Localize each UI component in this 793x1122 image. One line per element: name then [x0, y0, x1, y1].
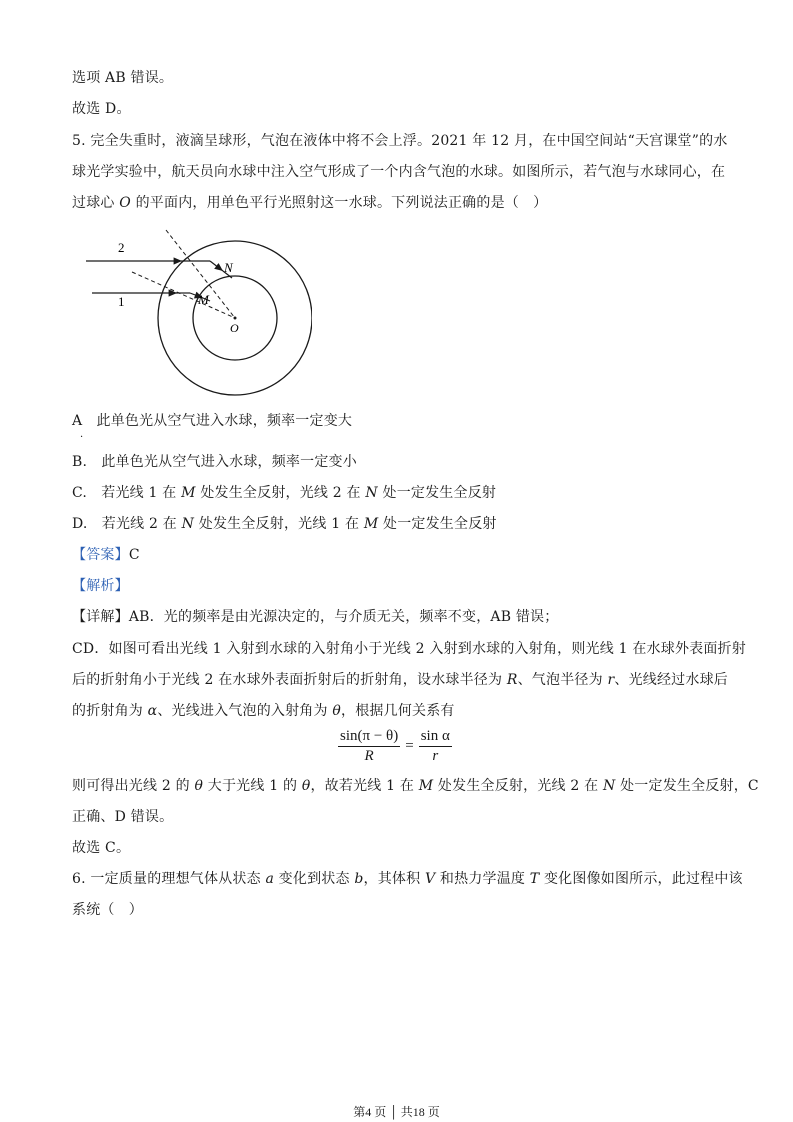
option-c: C. 若光线 1 在 M 处发生全反射，光线 2 在 N 处一定发生全反射: [72, 485, 497, 501]
question-5-line: 球光学实验中，航天员向水球中注入空气形成了一个内含气泡的水球。如图所示，若气泡与水球同心，在: [72, 164, 726, 180]
point-n-label: N: [224, 260, 233, 275]
question-6-line: 系统（ ）: [72, 902, 143, 918]
water-ball-diagram: [82, 228, 312, 398]
answer-line: 【答案】C: [72, 547, 140, 563]
center-o-label: O: [230, 321, 239, 335]
stray-dot: ·: [80, 432, 84, 443]
question-6-line: 6. 一定质量的理想气体从状态 a 变化到状态 b，其体积 V 和热力学温度 T 变化图像如图所示，此过程中该: [72, 871, 743, 887]
page-footer: 第4 页 │ 共18 页: [353, 1105, 440, 1119]
detail-line: 正确、D 错误。: [72, 809, 174, 825]
ray-1-label: 1: [118, 294, 125, 309]
ray-2-refracted: [210, 261, 223, 271]
formula-left-fraction: $\frac{\sin(\pi - \theta)}{R}$: [340, 728, 399, 764]
snell-formula: $\frac{\sin(\pi - \theta)}{R}$ = $\frac{\text{sin α}}{r}$: [340, 728, 450, 764]
water-ball-figure: [82, 228, 312, 402]
detail-line: 的折射角为 α、光线进入气泡的入射角为 θ，根据几何关系有: [72, 703, 455, 719]
detail-line: 【详解】AB．光的频率是由光源决定的，与介质无关，频率不变，AB 错误；: [72, 609, 559, 625]
question-5-line: 过球心 O 的平面内，用单色平行光照射这一水球。下列说法正确的是（ ）: [72, 195, 548, 211]
final-answer-line: 故选 C。: [72, 840, 131, 856]
ray-2-label: 2: [118, 240, 125, 255]
formula-right-fraction: $\frac{\text{sin α}}{r}$: [420, 728, 450, 764]
detail-line: CD．如图可看出光线 1 入射到水球的入射角小于光线 2 入射到水球的入射角，则光线 1 在水球外表面折射: [72, 641, 746, 657]
point-m-label: M: [198, 292, 209, 307]
analysis-tag: 【解析】: [72, 578, 129, 594]
question-5-line: 5. 完全失重时，液滴呈球形，气泡在液体中将不会上浮。2021 年 12 月，在中国空间站“天宫课堂”的水: [72, 133, 728, 149]
option-d: D. 若光线 2 在 N 处发生全反射，光线 1 在 M 处一定发生全反射: [72, 516, 497, 532]
option-a: A 此单色光从空气进入水球，频率一定变大: [72, 413, 353, 429]
text-line: 故选 D。: [72, 101, 131, 117]
detail-line: 则可得出光线 2 的 θ 大于光线 1 的 θ，故若光线 1 在 M 处发生全反射，光线 2 在 N 处一定发生全反射，C: [72, 778, 759, 794]
text-line: 选项 AB 错误。: [72, 70, 174, 86]
detail-line: 后的折射角小于光线 2 在水球外表面折射后的折射角，设水球半径为 R、气泡半径为 r、光线经过水球后: [72, 672, 728, 688]
option-b: B. 此单色光从空气进入水球，频率一定变小: [72, 454, 357, 470]
